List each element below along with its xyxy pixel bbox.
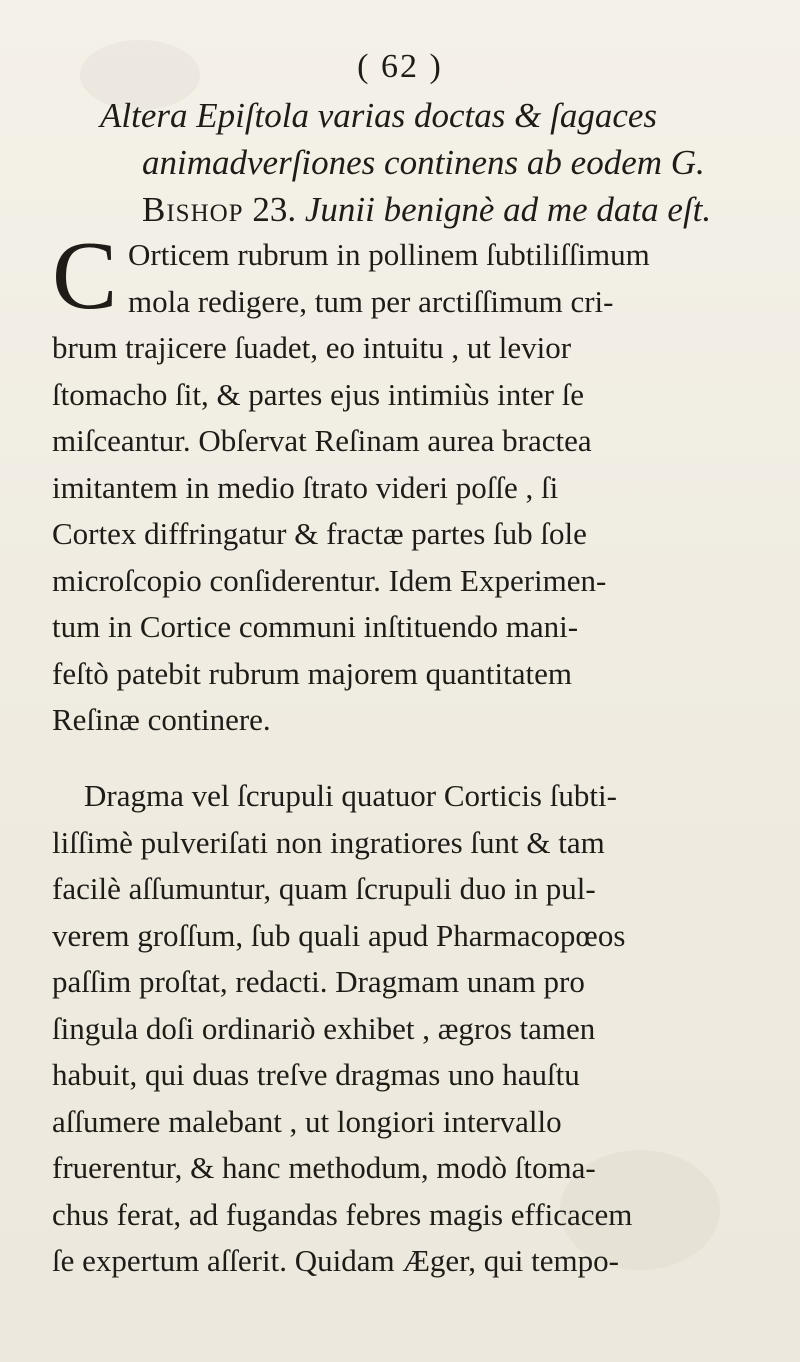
paragraph-line: brum trajicere ſuadet, eo intuitu , ut levior (52, 330, 572, 365)
paragraph-line: Dragma vel ſcrupuli quatuor Corticis ſubti- (84, 778, 617, 813)
heading-line-2: animadverſiones continens ab eodem G. (142, 143, 705, 182)
paragraph-line: mola redigere, tum per arctiſſimum cri- (128, 283, 614, 319)
heading-line-3 (100, 186, 760, 233)
paragraph-line: ſingula doſi ordinariò exhibet , ægros tamen (52, 1010, 596, 1046)
paragraph-line: paſſim proſtat, redacti. Dragmam unam pro (52, 964, 585, 999)
paragraph-line: ſtomacho ſit, & partes ejus intimiùs inter ſe (52, 376, 585, 412)
paragraph-line: habuit, qui duas treſve dragmas uno hauſtu (52, 1057, 580, 1092)
paragraph-line: chus ferat, ad fugandas febres magis efficacem (52, 1196, 633, 1232)
paragraph-line: ſe expertum aſſerit. Quidam Æger, qui tempo- (52, 1243, 619, 1278)
paragraph-2 (52, 773, 752, 1285)
paragraph-line: verem groſſum, ſub quali apud Pharmacopœos (52, 917, 626, 953)
letter-heading (100, 92, 760, 233)
paragraph-line: feſtò patebit rubrum majorem quantitatem (52, 655, 572, 691)
heading-date-number: 23. (243, 190, 305, 229)
paragraph-line: Orticem rubrum in pollinem ſubtiliſſimum (128, 237, 650, 272)
drop-cap: C (52, 222, 118, 330)
paragraph-line: Reſinæ continere. (52, 702, 271, 737)
heading-line-1: Altera Epiſtola varias doctas & ſagaces (100, 96, 658, 135)
paragraph-line: liſſimè pulveriſati non ingratiores ſunt & tam (52, 824, 605, 860)
paragraph-line: microſcopio conſiderentur. Idem Experimen- (52, 562, 607, 598)
heading-date-rest: Junii benignè ad me data eſt. (304, 190, 712, 229)
paragraph-line: aſſumere malebant , ut longiori intervallo (52, 1103, 562, 1139)
paragraph-line: miſceantur. Obſervat Reſinam aurea bractea (52, 423, 592, 458)
paragraph-line: tum in Cortice communi inſtituendo mani- (52, 609, 579, 644)
heading-author: Bishop (142, 190, 244, 229)
paragraph-line: imitantem in medio ſtrato videri poſſe , ſi (52, 469, 559, 505)
page-number: ( 62 ) (357, 48, 443, 85)
paragraph-line: facilè aſſumuntur, quam ſcrupuli duo in pul- (52, 871, 596, 906)
paragraph-line: Cortex diffringatur & fractæ partes ſub ſole (52, 516, 587, 551)
paragraph-line: fruerentur, & hanc methodum, modò ſtoma- (52, 1150, 596, 1185)
paragraph-1 (52, 232, 752, 744)
